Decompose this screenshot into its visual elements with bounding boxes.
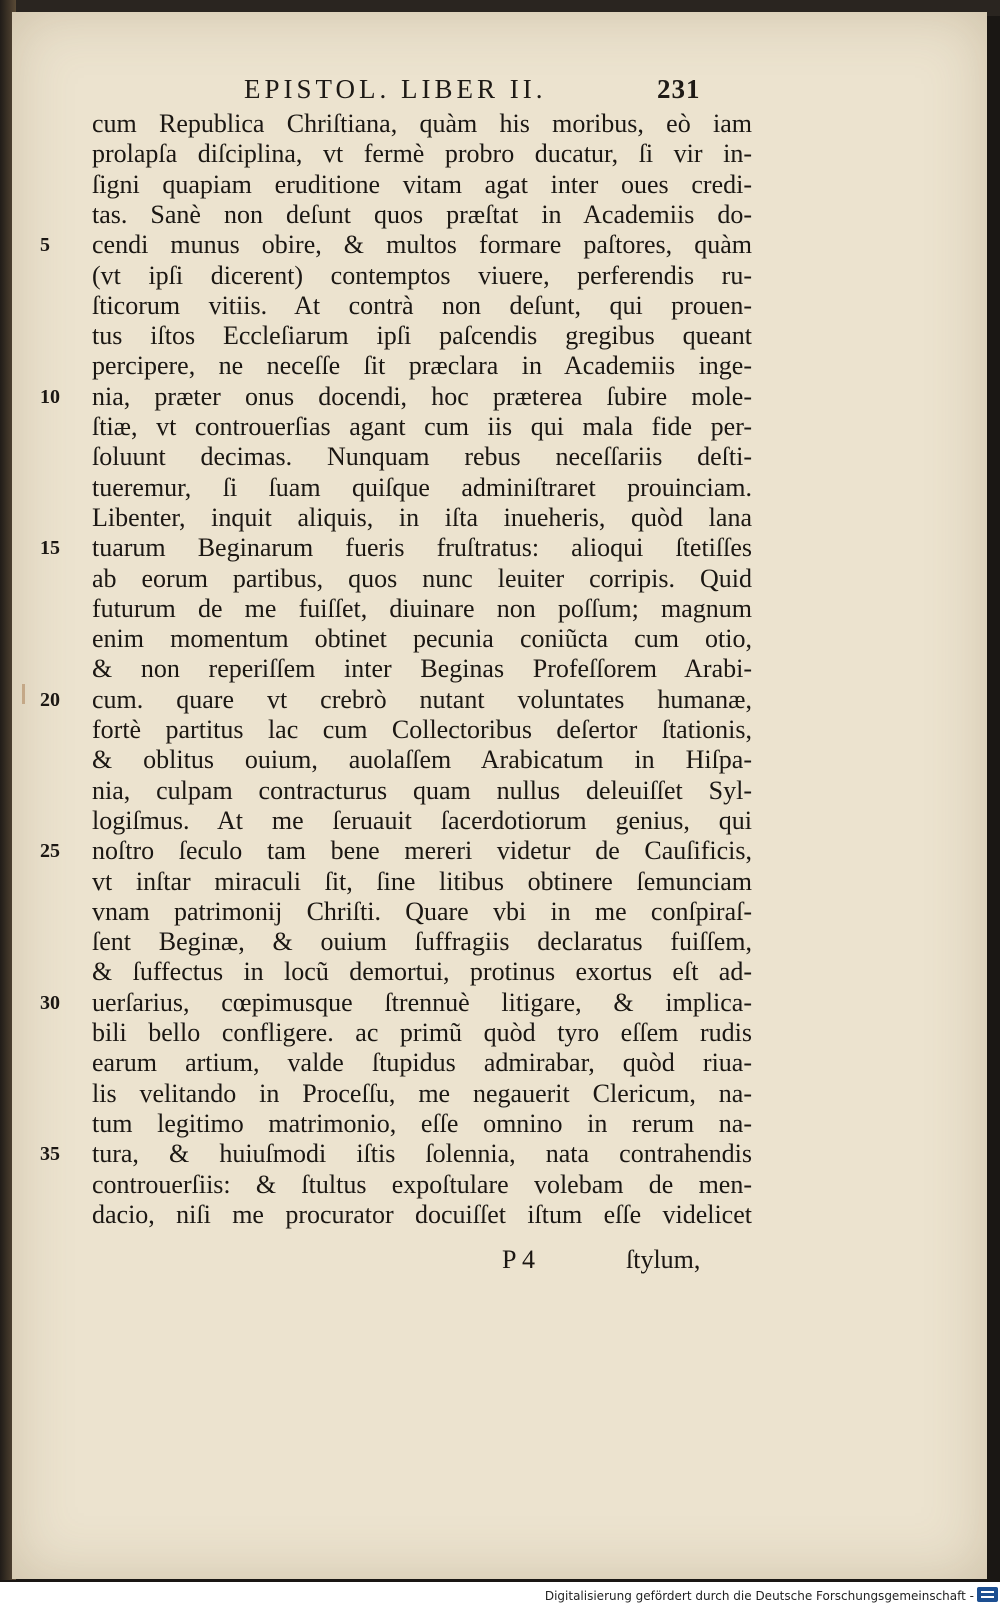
text-line: dacio, niſi me procurator docuiſſet iſtum eſſe videlicet xyxy=(92,1200,752,1229)
text-line: enim momentum obtinet pecunia coniũcta cum otio, xyxy=(92,624,752,653)
text-line: tueremur, ſi ſuam quiſque adminiſtraret prouinciam. xyxy=(92,473,752,502)
text-line: noſtro ſeculo tam bene mereri videtur de Cauſificis, xyxy=(92,836,752,865)
text-line: & non reperiſſem inter Beginas Profeſſorem Arabi- xyxy=(92,654,752,683)
book-page xyxy=(12,12,987,1579)
dfg-logo-icon xyxy=(977,1587,998,1602)
text-line: tas. Sanè non deſunt quos præſtat in Academiis do- xyxy=(92,200,752,229)
text-line: percipere, ne neceſſe ſit præclara in Academiis inge- xyxy=(92,351,752,380)
text-line: bili bello confligere. ac primũ quòd tyro eſſem rudis xyxy=(92,1018,752,1047)
footer-credit: Digitalisierung gefördert durch die Deutsche Forschungsgemeinschaft - xyxy=(544,1589,974,1603)
line-number: 20 xyxy=(40,689,60,711)
footer-bar xyxy=(0,1582,1000,1613)
text-line: ſticorum vitiis. At contrà non deſunt, qui prouen- xyxy=(92,291,752,320)
text-line: controuerſiis: & ſtultus expoſtulare volebam de men- xyxy=(92,1170,752,1199)
text-line: cum Republica Chriſtiana, quàm his moribus, eò iam xyxy=(92,109,752,138)
text-line: futurum de me fuiſſet, diuinare non poſſum; magnum xyxy=(92,594,752,623)
signature-mark: P 4 xyxy=(502,1245,535,1274)
text-line: tus iſtos Eccleſiarum ipſi paſcendis gregibus queant xyxy=(92,321,752,350)
running-head: EPISTOL. LIBER II. xyxy=(244,74,547,104)
text-line: cum. quare vt crebrò nutant voluntates humanæ, xyxy=(92,685,752,714)
text-line: uerſarius, cœpimusque ſtrennuè litigare, & implica- xyxy=(92,988,752,1017)
text-line: earum artium, valde ſtupidus admirabar, quòd riua- xyxy=(92,1048,752,1077)
text-line: nia, præter onus docendi, hoc præterea ſubire mole- xyxy=(92,382,752,411)
line-number: 35 xyxy=(40,1143,60,1165)
text-line: cendi munus obire, & multos formare paſtores, quàm xyxy=(92,230,752,259)
line-number: 15 xyxy=(40,537,60,559)
line-number: 5 xyxy=(40,234,50,256)
page-number: 231 xyxy=(657,74,701,104)
text-line: nia, culpam contracturus quam nullus deleuiſſet Syl- xyxy=(92,776,752,805)
catchword: ſtylum, xyxy=(626,1245,701,1274)
text-line: tura, & huiuſmodi iſtis ſolennia, nata contrahendis xyxy=(92,1139,752,1168)
text-line: Libenter, inquit aliquis, in iſta inueheris, quòd lana xyxy=(92,503,752,532)
text-line: vnam patrimonij Chriſti. Quare vbi in me conſpiraſ- xyxy=(92,897,752,926)
line-number: 30 xyxy=(40,992,60,1014)
page-header xyxy=(12,74,987,104)
text-line: & oblitus ouium, auolaſſem Arabicatum in Hiſpa- xyxy=(92,745,752,774)
line-number: 10 xyxy=(40,386,60,408)
text-line: fortè partitus lac cum Collectoribus deſertor ſtationis, xyxy=(92,715,752,744)
text-line: tum legitimo matrimonio, eſſe omnino in rerum na- xyxy=(92,1109,752,1138)
text-line: ſoluunt decimas. Nunquam rebus neceſſariis deſti- xyxy=(92,442,752,471)
text-line: (vt ipſi dicerent) contemptos viuere, perferendis ru- xyxy=(92,261,752,290)
text-line: prolapſa diſciplina, vt fermè probro ducatur, ſi vir in- xyxy=(92,139,752,168)
text-line: tuarum Beginarum fueris fruſtratus: alioqui ſtetiſſes xyxy=(92,533,752,562)
text-line: ab eorum partibus, quos nunc leuiter corripis. Quid xyxy=(92,564,752,593)
text-line: ſtiæ, vt controuerſias agant cum iis qui mala fide per- xyxy=(92,412,752,441)
text-line: logiſmus. At me ſeruauit ſacerdotiorum genius, qui xyxy=(92,806,752,835)
text-line: ſent Beginæ, & ouium ſuffragiis declaratus fuiſſem, xyxy=(92,927,752,956)
margin-stain xyxy=(22,684,33,704)
text-line: vt inſtar miraculi ſit, ſine litibus obtinere ſemunciam xyxy=(92,867,752,896)
line-number: 25 xyxy=(40,840,60,862)
text-line: lis velitando in Proceſſu, me negauerit Clericum, na- xyxy=(92,1079,752,1108)
text-line: & ſuffectus in locũ demortui, protinus exortus eſt ad- xyxy=(92,957,752,986)
text-line: ſigni quapiam eruditione vitam agat inter oues credi- xyxy=(92,170,752,199)
